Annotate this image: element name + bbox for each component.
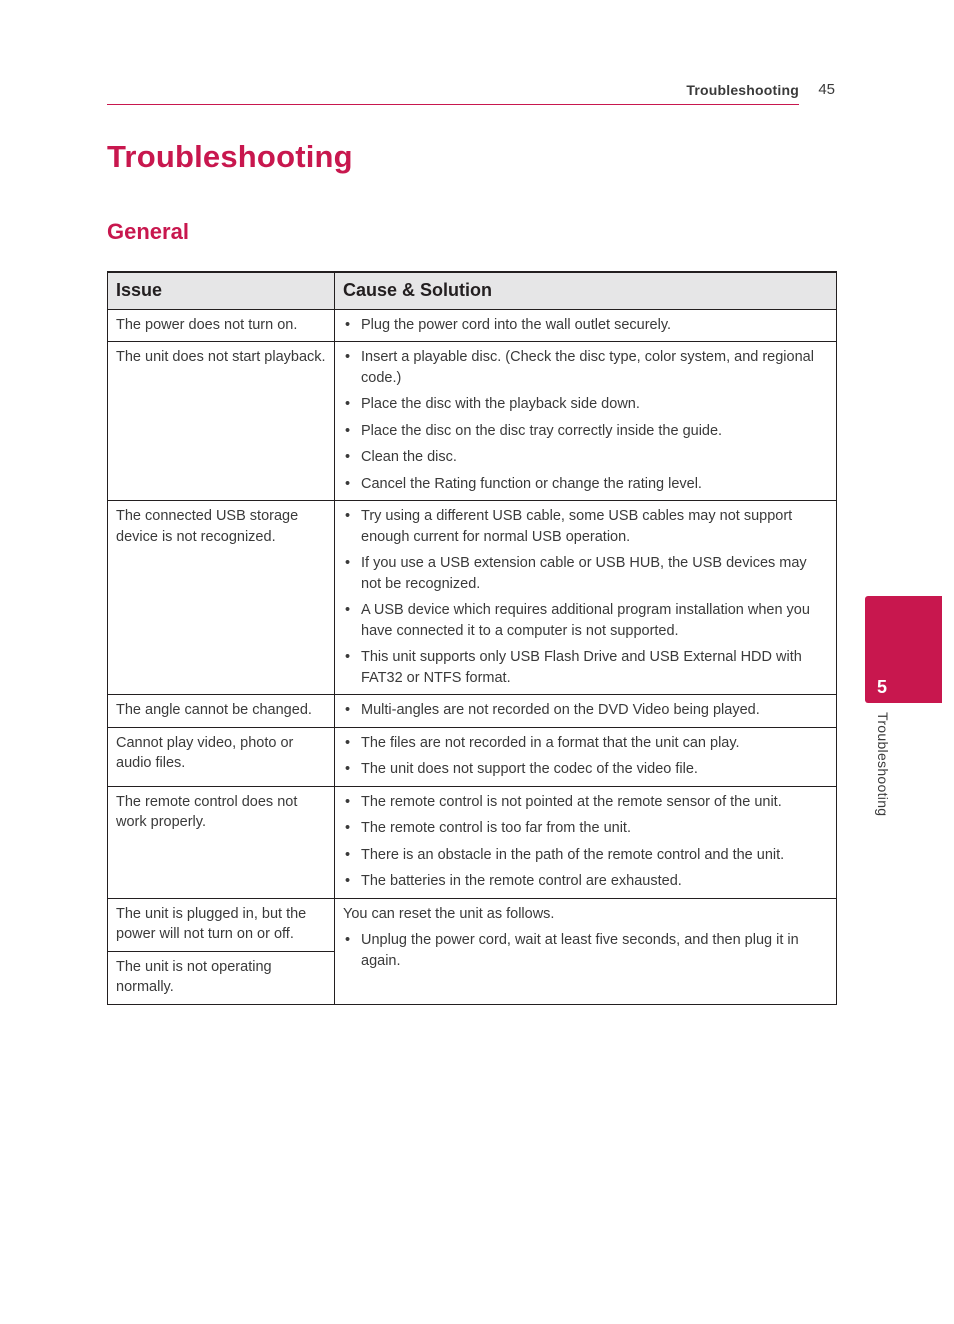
cause-item: • The files are not recorded in a format that the unit can play. bbox=[343, 733, 828, 754]
issue-cell bbox=[108, 695, 335, 728]
issue-cell bbox=[108, 898, 335, 951]
cause-cell bbox=[335, 342, 837, 501]
issue-cell bbox=[108, 501, 335, 695]
cause-list bbox=[343, 930, 828, 971]
chapter-label: Troubleshooting bbox=[875, 712, 891, 817]
reset-intro-text: You can reset the unit as follows. bbox=[343, 905, 555, 922]
cause-list bbox=[343, 792, 828, 892]
header-rule bbox=[107, 104, 799, 105]
cause-list bbox=[343, 347, 828, 494]
cause-item: • Multi-angles are not recorded on the DVD Video being played. bbox=[343, 700, 828, 721]
cause-item: • There is an obstacle in the path of the remote control and the unit. bbox=[343, 845, 828, 866]
cause-item: • Place the disc with the playback side down. bbox=[343, 394, 828, 415]
table-header-row bbox=[108, 272, 837, 309]
cause-cell bbox=[335, 898, 837, 1004]
issue-cell bbox=[108, 342, 335, 501]
cause-item: • The unit does not support the codec of the video file. bbox=[343, 759, 828, 780]
cause-item: • Cancel the Rating function or change the rating level. bbox=[343, 474, 828, 495]
issue-text: The remote control does not work properly. bbox=[116, 793, 298, 830]
issue-text: The angle cannot be changed. bbox=[116, 702, 312, 718]
cause-item: • Unplug the power cord, wait at least five seconds, and then plug it in again. bbox=[343, 930, 828, 971]
section-title: General bbox=[107, 219, 189, 244]
issue-cell bbox=[108, 727, 335, 786]
running-title: Troubleshooting bbox=[686, 82, 799, 98]
column-header-cause: Cause & Solution bbox=[335, 272, 837, 309]
cause-item: • If you use a USB extension cable or USB HUB, the USB devices may not be recognized. bbox=[343, 553, 828, 594]
cause-item: • Insert a playable disc. (Check the disc type, color system, and regional code.) bbox=[343, 347, 828, 388]
troubleshooting-table bbox=[107, 271, 837, 1005]
issue-text: The unit does not start playback. bbox=[116, 349, 326, 365]
table-row bbox=[108, 786, 837, 898]
cause-list bbox=[343, 315, 828, 336]
cause-cell bbox=[335, 501, 837, 695]
cause-item: • A USB device which requires additional program installation when you have connected it to a computer is not supported. bbox=[343, 600, 828, 641]
cause-item: • This unit supports only USB Flash Drive and USB External HDD with FAT32 or NTFS format. bbox=[343, 647, 828, 688]
issue-cell bbox=[108, 786, 335, 898]
issue-cell bbox=[108, 309, 335, 342]
table-row bbox=[108, 501, 837, 695]
cause-cell bbox=[335, 695, 837, 728]
cause-item: • Plug the power cord into the wall outlet securely. bbox=[343, 315, 828, 336]
issue-text: The unit is plugged in, but the power will not turn on or off. bbox=[116, 905, 307, 942]
cause-list bbox=[343, 506, 828, 688]
chapter-number: 5 bbox=[877, 677, 888, 697]
issue-text: The unit is not operating normally. bbox=[116, 958, 272, 995]
table-row bbox=[108, 727, 837, 786]
page-number: 45 bbox=[818, 81, 835, 98]
cause-item: • The batteries in the remote control are exhausted. bbox=[343, 871, 828, 892]
column-header-issue: Issue bbox=[108, 272, 335, 309]
page-title: Troubleshooting bbox=[107, 139, 353, 174]
table-row bbox=[108, 695, 837, 728]
chapter-label-wrap bbox=[873, 712, 893, 837]
issue-text: The connected USB storage device is not recognized. bbox=[116, 508, 299, 545]
cause-item: • The remote control is not pointed at the remote sensor of the unit. bbox=[343, 792, 828, 813]
cause-item: • Place the disc on the disc tray correctly inside the guide. bbox=[343, 421, 828, 442]
running-header bbox=[107, 80, 835, 106]
chapter-tab bbox=[865, 596, 942, 703]
cause-cell bbox=[335, 309, 837, 342]
table-row bbox=[108, 342, 837, 501]
cause-item: • Try using a different USB cable, some USB cables may not support enough current for normal USB operation. bbox=[343, 506, 828, 547]
cause-item: • The remote control is too far from the unit. bbox=[343, 818, 828, 839]
issue-text: The power does not turn on. bbox=[116, 316, 298, 333]
table-row bbox=[108, 309, 837, 342]
cause-item: • Clean the disc. bbox=[343, 447, 828, 468]
cause-cell bbox=[335, 727, 837, 786]
issue-text: Cannot play video, photo or audio files. bbox=[116, 734, 294, 771]
cause-list bbox=[343, 700, 828, 721]
issue-cell bbox=[108, 951, 335, 1004]
table-row bbox=[108, 898, 837, 951]
cause-cell bbox=[335, 786, 837, 898]
cause-list bbox=[343, 733, 828, 780]
